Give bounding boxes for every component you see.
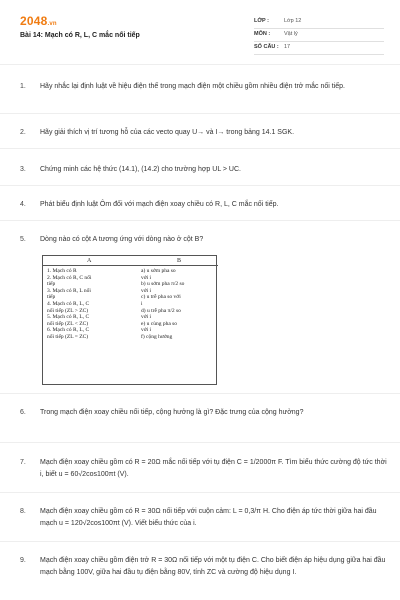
divider [0, 220, 400, 221]
question-number: 4. [20, 201, 26, 208]
column-b [141, 268, 217, 341]
question-number: 2. [20, 129, 26, 136]
column-a-line: 2. Mạch có R, C nối [47, 274, 92, 281]
divider [0, 185, 400, 186]
column-a-line: nối tiếp (ZL < ZC) [47, 320, 89, 327]
question-text: Chứng minh các hệ thức (14.1), (14.2) cho trường hợp UL > UC. [40, 166, 241, 173]
matching-table [42, 255, 217, 385]
question-number: 8. [20, 508, 26, 515]
question-number: 1. [20, 83, 26, 90]
question-text: Hãy giải thích vị trí tương hỗ của các vecto quay U→ và I→ trong bảng 14.1 SGK. [40, 129, 295, 136]
divider [0, 64, 400, 65]
meta-key: LỚP : [254, 18, 269, 24]
column-a-header: A [87, 258, 92, 264]
question-list [0, 64, 400, 600]
question-number: 7. [20, 459, 26, 466]
question-number: 3. [20, 166, 26, 173]
question-text: Hãy nhắc lại định luật về hiệu điện thế trong mạch điện một chiều gồm nhiều điện trở mắc nối tiếp. [40, 83, 345, 90]
meta-row-class [254, 16, 384, 29]
column-b-line: b) u sớm pha π/2 so [141, 281, 185, 288]
column-b-line: với i [141, 274, 152, 281]
column-b-line: với i [141, 314, 152, 321]
divider [0, 442, 400, 443]
column-a-line: tiếp [47, 294, 56, 301]
column-a-line: 3. Mạch có R, L nối [47, 287, 91, 294]
question-text: Trong mạch điện xoay chiều nối tiếp, cộng hưởng là gì? Đặc trưng của cộng hưởng? [40, 409, 304, 416]
meta-value: Vật lý [284, 31, 298, 37]
column-b-line: với i [141, 327, 152, 334]
divider [0, 393, 400, 394]
column-b-line: với i [141, 287, 152, 294]
column-a-line: nối tiếp (ZL > ZC) [47, 307, 89, 314]
column-a-line: 6. Mạch có R, L, C [47, 327, 90, 334]
question-number: 6. [20, 409, 26, 416]
column-b-line: a) u sớm pha so [141, 268, 176, 274]
divider [0, 492, 400, 493]
logo-number: 2048 [20, 14, 48, 28]
question-text: Dòng nào có cột A tương ứng với dòng nào ở cột B? [40, 236, 204, 243]
column-a [47, 268, 137, 341]
meta-value: Lớp 12 [284, 18, 302, 24]
page-header [0, 0, 400, 64]
meta-value: 17 [284, 44, 291, 50]
column-b-line: d) u trễ pha π/2 so [141, 307, 181, 314]
lesson-title: Bài 14: Mạch có R, L, C mắc nối tiếp [20, 32, 140, 39]
table-divider [43, 265, 218, 266]
column-a-line: 4. Mạch có R, L, C [47, 300, 90, 307]
meta-row-count [254, 42, 384, 55]
column-b-line: i [141, 300, 143, 307]
question-text: Mạch điện xoay chiều gồm điện trở R = 30Ω nối tiếp với một tụ điện C. Cho biết điện áp hiệu dụng giữa hai đầu mạch bằng 100V, giữa hai đầu tụ điện bằng 80V, tính ZC và cường độ hiệu dụng I. [40, 557, 386, 576]
question-text: Phát biểu định luật Ôm đối với mạch điện xoay chiều có R, L, C mắc nối tiếp. [40, 201, 279, 208]
column-b-line: f) cộng hưởng [141, 333, 173, 340]
divider [0, 113, 400, 114]
lesson-meta [254, 16, 384, 55]
question-number: 5. [20, 236, 26, 243]
column-a-line: 1. Mạch có R [47, 268, 77, 274]
column-b-line: e) u cùng pha so [141, 320, 178, 327]
column-a-line: nối tiếp (ZL = ZC) [47, 333, 89, 340]
column-b-header: B [177, 258, 182, 264]
site-logo[interactable] [20, 14, 57, 28]
logo-suffix: .vn [47, 21, 57, 27]
meta-row-subject [254, 29, 384, 42]
column-a-line: tiếp [47, 281, 56, 288]
column-a-line: 5. Mạch có R, L, C [47, 314, 90, 321]
question-text: Mạch điện xoay chiều gồm có R = 20Ω mắc nối tiếp với tụ điện C = 1/2000π F. Tìm biểu thức cường độ tức thời i, biết u = 60√2cos100πt (V). [40, 459, 387, 478]
question-text: Mạch điện xoay chiều gồm có R = 30Ω nối tiếp với cuộn cảm: L = 0,3/π H. Cho điện áp tức thời giữa hai đầu mạch u = 120√2cos100πt (V). Viết biểu thức của i. [40, 508, 377, 527]
meta-key: SỐ CÂU : [254, 44, 279, 50]
question-number: 9. [20, 557, 26, 564]
divider [0, 541, 400, 542]
meta-key: MÔN : [254, 31, 271, 37]
divider [0, 148, 400, 149]
column-b-line: c) u trễ pha so với [141, 294, 181, 301]
